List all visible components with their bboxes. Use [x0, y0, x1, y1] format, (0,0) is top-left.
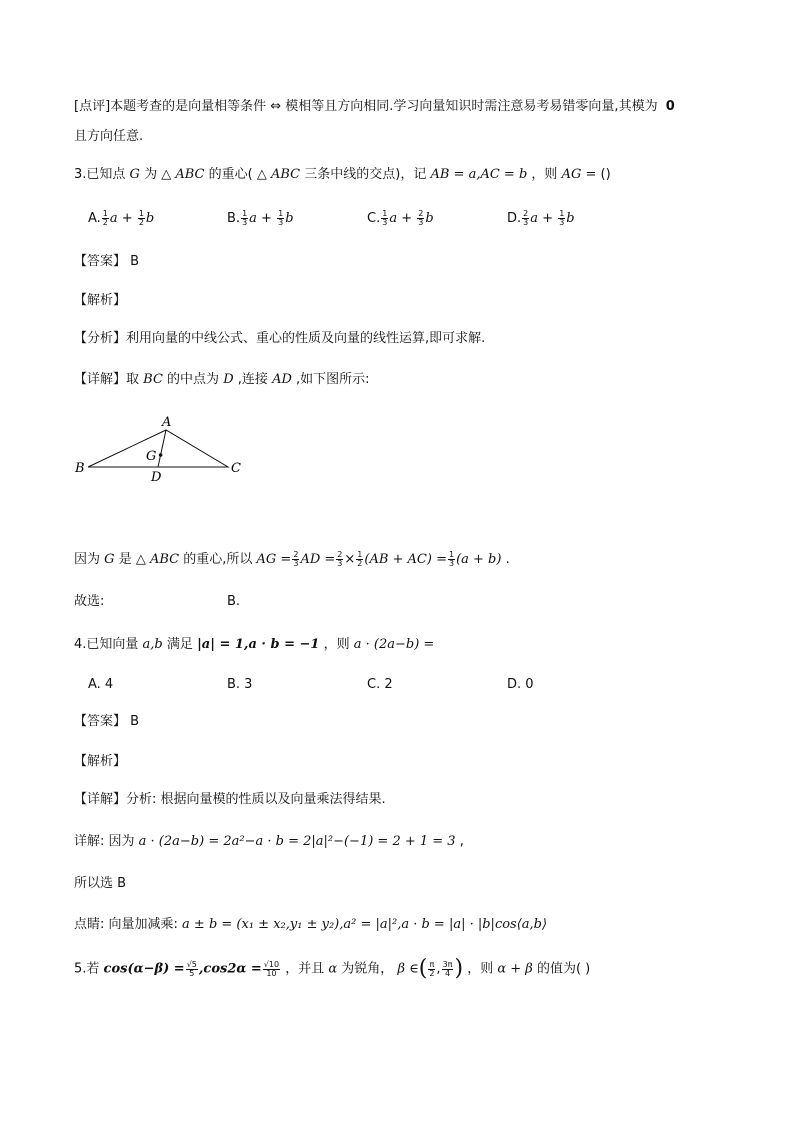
label-a: A [162, 415, 172, 430]
q4-text: 4.已知向量 [74, 637, 139, 652]
triangle-outline [88, 430, 228, 467]
because-text: 是 △ [118, 552, 146, 567]
frac: $\frac{1}{2}$ [357, 550, 363, 568]
q3-choose-value: B. [227, 594, 241, 609]
q3-text: 的重心( △ [208, 167, 267, 182]
because-text: 的重心,所以 [183, 552, 253, 567]
q3-text: 为 △ [144, 167, 172, 182]
remark-text: [点评]本题考查的是向量相等条件 ⇔ 模相等且方向相同.学习向量知识时需注意易考易错零向量,其模为 [74, 99, 658, 114]
q3-text: 三条中线的交点)，记 [304, 167, 427, 182]
q3-blank: () [600, 167, 611, 182]
q4-tip-expr: a ± b = (x₁ ± x₂,y₁ ± y₂),a² = |a|²,a · b = |a| · |b|cos⟨a,b⟩ [182, 917, 548, 932]
q3-detail-text: ,如下图所示: [296, 372, 370, 387]
q3-choose [74, 593, 104, 611]
triangle-figure [70, 410, 260, 490]
q3-option-c[interactable]: C. $\frac{1}{3}$ a + $\frac{2}{3}$ b [367, 209, 434, 227]
q4-condition: |a| = 1,a · b = −1 [197, 637, 320, 652]
q3-vector-def: AB = a,AC = b [430, 167, 528, 182]
q4-options [88, 676, 728, 696]
frac: $\frac{1}{3}$ [559, 209, 565, 227]
q3-option-a[interactable]: A. $\frac{1}{2}$ a + $\frac{1}{2}$ b [88, 209, 155, 227]
option-label: C. [367, 211, 381, 226]
q4-vectors: a,b [142, 637, 163, 652]
q3-point-d: D [223, 372, 234, 387]
q4-solve-label: 详解: 因为 [74, 834, 135, 849]
remark-line-2 [74, 128, 143, 146]
remark-text-2: 且方向任意. [74, 129, 144, 144]
frac: $\frac{1}{2}$ [138, 209, 144, 227]
frac: $\frac{√10}{10}$ [263, 959, 280, 978]
q3-detail-text: 的中点为 [167, 372, 220, 387]
median-ad [158, 430, 166, 467]
q4-detail: 【详解】分析: 根据向量模的性质以及向量乘法得结果. [74, 792, 386, 807]
q4-option-d[interactable]: D. 0 [507, 677, 534, 692]
frac: $\frac{1}{3}$ [278, 209, 284, 227]
q3-answer: 【答案】 B [74, 254, 140, 269]
frac: $\frac{\pi}{2}$ [429, 959, 435, 978]
option-label: D. [507, 211, 522, 226]
frac: $\frac{1}{3}$ [242, 209, 248, 227]
q5-cos2: ,cos2α = [198, 961, 262, 977]
q3-triangle: ABC [175, 167, 205, 182]
q4-so: 所以选 B [74, 876, 127, 891]
q5-sum: α + β [497, 961, 533, 977]
q4-option-b[interactable]: B. 3 [227, 677, 253, 692]
q5-text: 5.若 [74, 961, 100, 977]
q3-fenxi: 【分析】利用向量的中线公式、重心的性质及向量的线性运算,即可求解. [74, 331, 486, 346]
q4-solve [74, 833, 464, 851]
q4-answer: 【答案】 B [74, 714, 140, 729]
q5-text: ，并且 [285, 961, 325, 977]
q3-because [74, 551, 510, 569]
q3-ag: AG = [561, 167, 597, 182]
q3-analysis: 【解析】 [74, 293, 127, 308]
q4-stem [74, 636, 434, 654]
frac: $\frac{√5}{5}$ [186, 959, 197, 978]
because-sum: (AB + AC) = [364, 552, 447, 567]
q3-detail-text: 【详解】取 [74, 372, 140, 387]
q3-seg-ad: AD [272, 372, 292, 387]
because-triangle: ABC [149, 552, 180, 567]
q3-var-g: G [129, 167, 140, 182]
because-ad: AD = [300, 552, 336, 567]
q5-cos1: cos(α−β) = [103, 961, 185, 977]
centroid-point [159, 453, 163, 457]
remark-zero: 0 [665, 99, 675, 114]
q5-text: 为锐角， [341, 961, 394, 977]
q4-solve-expr: a · (2a−b) = 2a²−a · b = 2|a|²−(−1) = 2 + 1 = 3 [138, 834, 456, 849]
option-label: B. [227, 211, 241, 226]
because-var-g: G [104, 552, 115, 567]
q4-solve-end: , [459, 834, 464, 849]
q5-text: ，则 [467, 961, 494, 977]
frac: $\frac{2}{3}$ [418, 209, 424, 227]
frac: $\frac{1}{3}$ [382, 209, 388, 227]
frac: $\frac{2}{3}$ [337, 550, 343, 568]
q4-option-c[interactable]: C. 2 [367, 677, 393, 692]
q4-text: 满足 [166, 637, 193, 652]
because-text: 因为 [74, 552, 101, 567]
frac: $\frac{2}{3}$ [523, 209, 529, 227]
q3-text: ，则 [531, 167, 558, 182]
q5-text: 的值为( ) [536, 961, 591, 977]
frac: $\frac{1}{2}$ [102, 209, 108, 227]
q4-expression: a · (2a−b) = [353, 637, 435, 652]
q5-alpha: α [328, 961, 338, 977]
option-label: A. [88, 211, 101, 226]
q3-text: 3.已知点 [74, 167, 126, 182]
frac: $\frac{2}{3}$ [293, 550, 299, 568]
choose-label: 故选: [74, 594, 105, 609]
frac: $\frac{3\pi}{4}$ [442, 959, 453, 978]
q5-range-close: ) [454, 956, 464, 981]
because-end: . [505, 552, 510, 567]
because-ag: AG = [256, 552, 292, 567]
q3-option-d[interactable]: D. $\frac{2}{3}$ a + $\frac{1}{3}$ b [507, 209, 575, 227]
q3-option-b[interactable]: B. $\frac{1}{3}$ a + $\frac{1}{3}$ b [227, 209, 294, 227]
label-g: G [146, 449, 157, 464]
q3-seg-bc: BC [143, 372, 163, 387]
frac: $\frac{1}{3}$ [448, 550, 455, 568]
q4-option-a[interactable]: A. 4 [88, 677, 114, 692]
q4-tip [74, 916, 547, 934]
q4-tip-label: 点睛: 向量加减乘: [74, 917, 178, 932]
remark-line-1 [74, 98, 675, 116]
label-c: C [231, 461, 241, 476]
q4-text: ，则 [323, 637, 350, 652]
q3-detail-text: ,连接 [237, 372, 268, 387]
q4-analysis: 【解析】 [74, 754, 127, 769]
q5-range-open: ( [418, 956, 428, 981]
q3-triangle: ABC [270, 167, 301, 182]
because-times: × [344, 552, 356, 567]
label-b: B [75, 461, 85, 476]
label-d: D [151, 470, 162, 485]
because-result: (a + b) [456, 552, 502, 567]
q3-stem [74, 166, 611, 184]
q3-detail [74, 371, 370, 389]
q3-options [88, 210, 728, 232]
q5-beta: β ∈ [397, 961, 419, 977]
q5-stem: 5.若 cos(α−β) = $\frac{√5}{5}$ ,cos2α = $\frac{√10}{10}$ ，并且 α 为锐角， β ∈( $\frac{\pi}{2}$ , $\frac{3\pi}{4}$ ) ，则 α + β 的值为( ) [74, 956, 591, 981]
